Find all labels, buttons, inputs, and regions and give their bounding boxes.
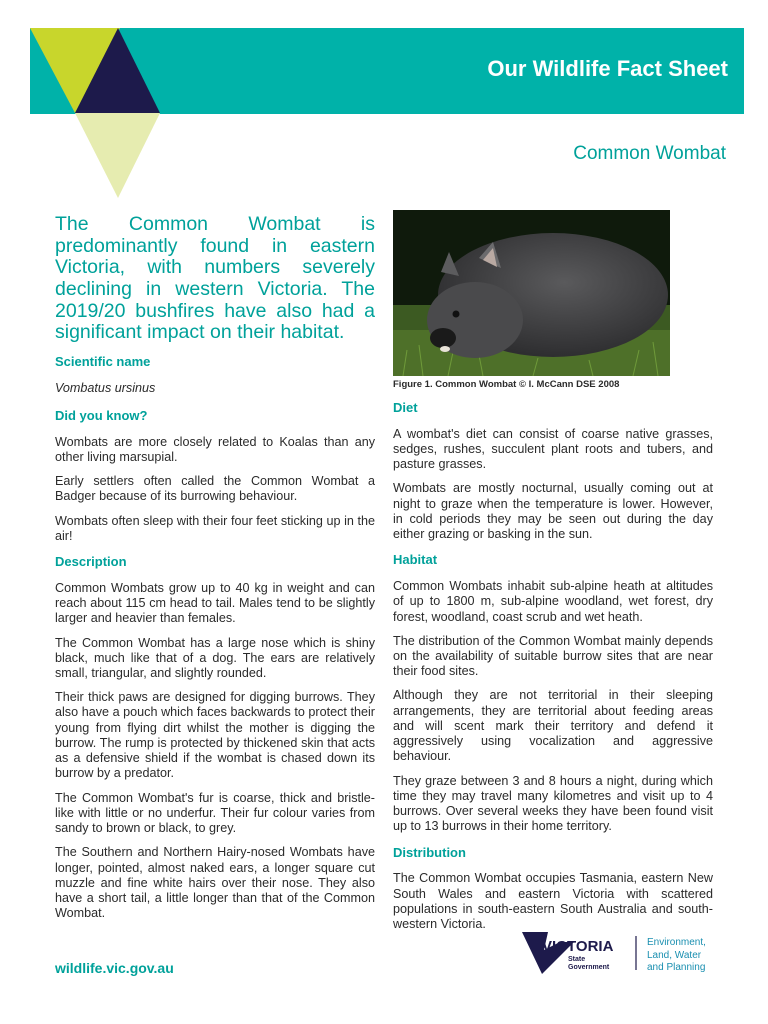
habitat-heading: Habitat — [393, 552, 438, 568]
distribution-heading: Distribution — [393, 844, 466, 860]
habitat-paragraph: They graze between 3 and 8 hours a night, during which time they may travel many kilometres and visit up to 4 burrows. Over several weeks they have been found visit up to 13 burrows in their home territory. — [393, 773, 713, 834]
victoria-government-logo — [520, 932, 750, 982]
habitat-paragraph: Common Wombats inhabit sub-alpine heath at altitudes of up to 1800 m, sub-alpine woodland, wet forest, dry forest, woodland, coast scrub and wet heath. — [393, 579, 713, 624]
diet-heading: Diet — [393, 400, 418, 415]
dept-line3: and Planning — [647, 962, 706, 973]
wombat-photo — [393, 210, 670, 376]
diet-paragraph: A wombat's diet can consist of coarse native grasses, sedges, rushes, succulent plant roots and tubers, and pasture grasses. — [393, 426, 713, 472]
logo-state-line2: Government — [568, 964, 610, 971]
diet-paragraph: Wombats are mostly nocturnal, usually coming out at night to graze when the temperature is lower. However, in cold periods they may be seen out during the day either grazing or basking in the sun. — [393, 481, 713, 542]
page-title: Our Wildlife Fact Sheet — [487, 56, 728, 81]
dept-line2: Land, Water — [647, 950, 702, 961]
habitat-paragraph: Although they are not territorial in their sleeping arrangements, they are territorial about feeding areas and will scent mark their territory and defend it aggressively using vocalization and aggressive behaviour. — [393, 688, 713, 764]
description-paragraph: The Common Wombat has a large nose which is shiny black, much like that of a dog. The ears are relatively small, triangular, and slightly rounded. — [55, 635, 375, 680]
scientific-name: Vombatus ursinus — [55, 380, 156, 395]
habitat-paragraph: The distribution of the Common Wombat mainly depends on the availability of suitable burrow sites that are near their food sites. — [393, 633, 713, 679]
pale-lime-triangle — [75, 113, 160, 198]
logo-word: VICTORIA — [542, 938, 614, 955]
decorative-triangles — [0, 0, 200, 210]
left-column — [55, 354, 375, 930]
logo-state-line1: State — [568, 956, 586, 963]
figure-caption: Figure 1. Common Wombat © I. McCann DSE 2008 — [393, 379, 620, 390]
dept-line1: Environment, — [647, 937, 706, 948]
description-paragraph: Common Wombats grow up to 40 kg in weight and can reach about 115 cm head to tail. Males tend to be slightly larger and heavier than females. — [55, 580, 375, 626]
did-you-know-paragraph: Early settlers often called the Common Wombat a Badger because of its burrowing behaviour. — [55, 474, 375, 504]
right-column — [393, 400, 713, 941]
description-paragraph: The Southern and Northern Hairy-nosed Wombats have longer, pointed, almost naked ears, a longer square cut muzzle and fine white hairs over their nose. They also have a short tail, a little longer than that of the Common Wombat. — [55, 845, 375, 921]
did-you-know-paragraph: Wombats often sleep with their four feet sticking up in the air! — [55, 513, 375, 543]
description-heading: Description — [55, 554, 127, 570]
page-subtitle: Common Wombat — [573, 143, 726, 164]
did-you-know-paragraph: Wombats are more closely related to Koalas than any other living marsupial. — [55, 434, 375, 464]
distribution-paragraph: The Common Wombat occupies Tasmania, eastern New South Wales and eastern Victoria with scattered populations in south-eastern South Australia and south-western Victoria. — [393, 871, 713, 932]
intro-paragraph: The Common Wombat is predominantly found in eastern Victoria, with numbers severely declining in western Victoria. The 2019/20 bushfires have also had a significant impact on their habitat. — [55, 213, 375, 344]
did-you-know-heading: Did you know? — [55, 407, 148, 423]
website-link[interactable]: wildlife.vic.gov.au — [55, 960, 174, 976]
description-paragraph: The Common Wombat's fur is coarse, thick and bristle-like with little or no underfur. Their fur colour varies from sandy to brown or black, to grey. — [55, 790, 375, 836]
scientific-name-heading: Scientific name — [55, 354, 151, 369]
description-paragraph: Their thick paws are designed for digging burrows. They also have a pouch which faces backwards to protect their young from flying dirt whilst the mother is digging the burrow. The rump is protected by thickened skin that acts as a defensive shield if the wombat is chased down its burrow by a predator. — [55, 690, 375, 781]
